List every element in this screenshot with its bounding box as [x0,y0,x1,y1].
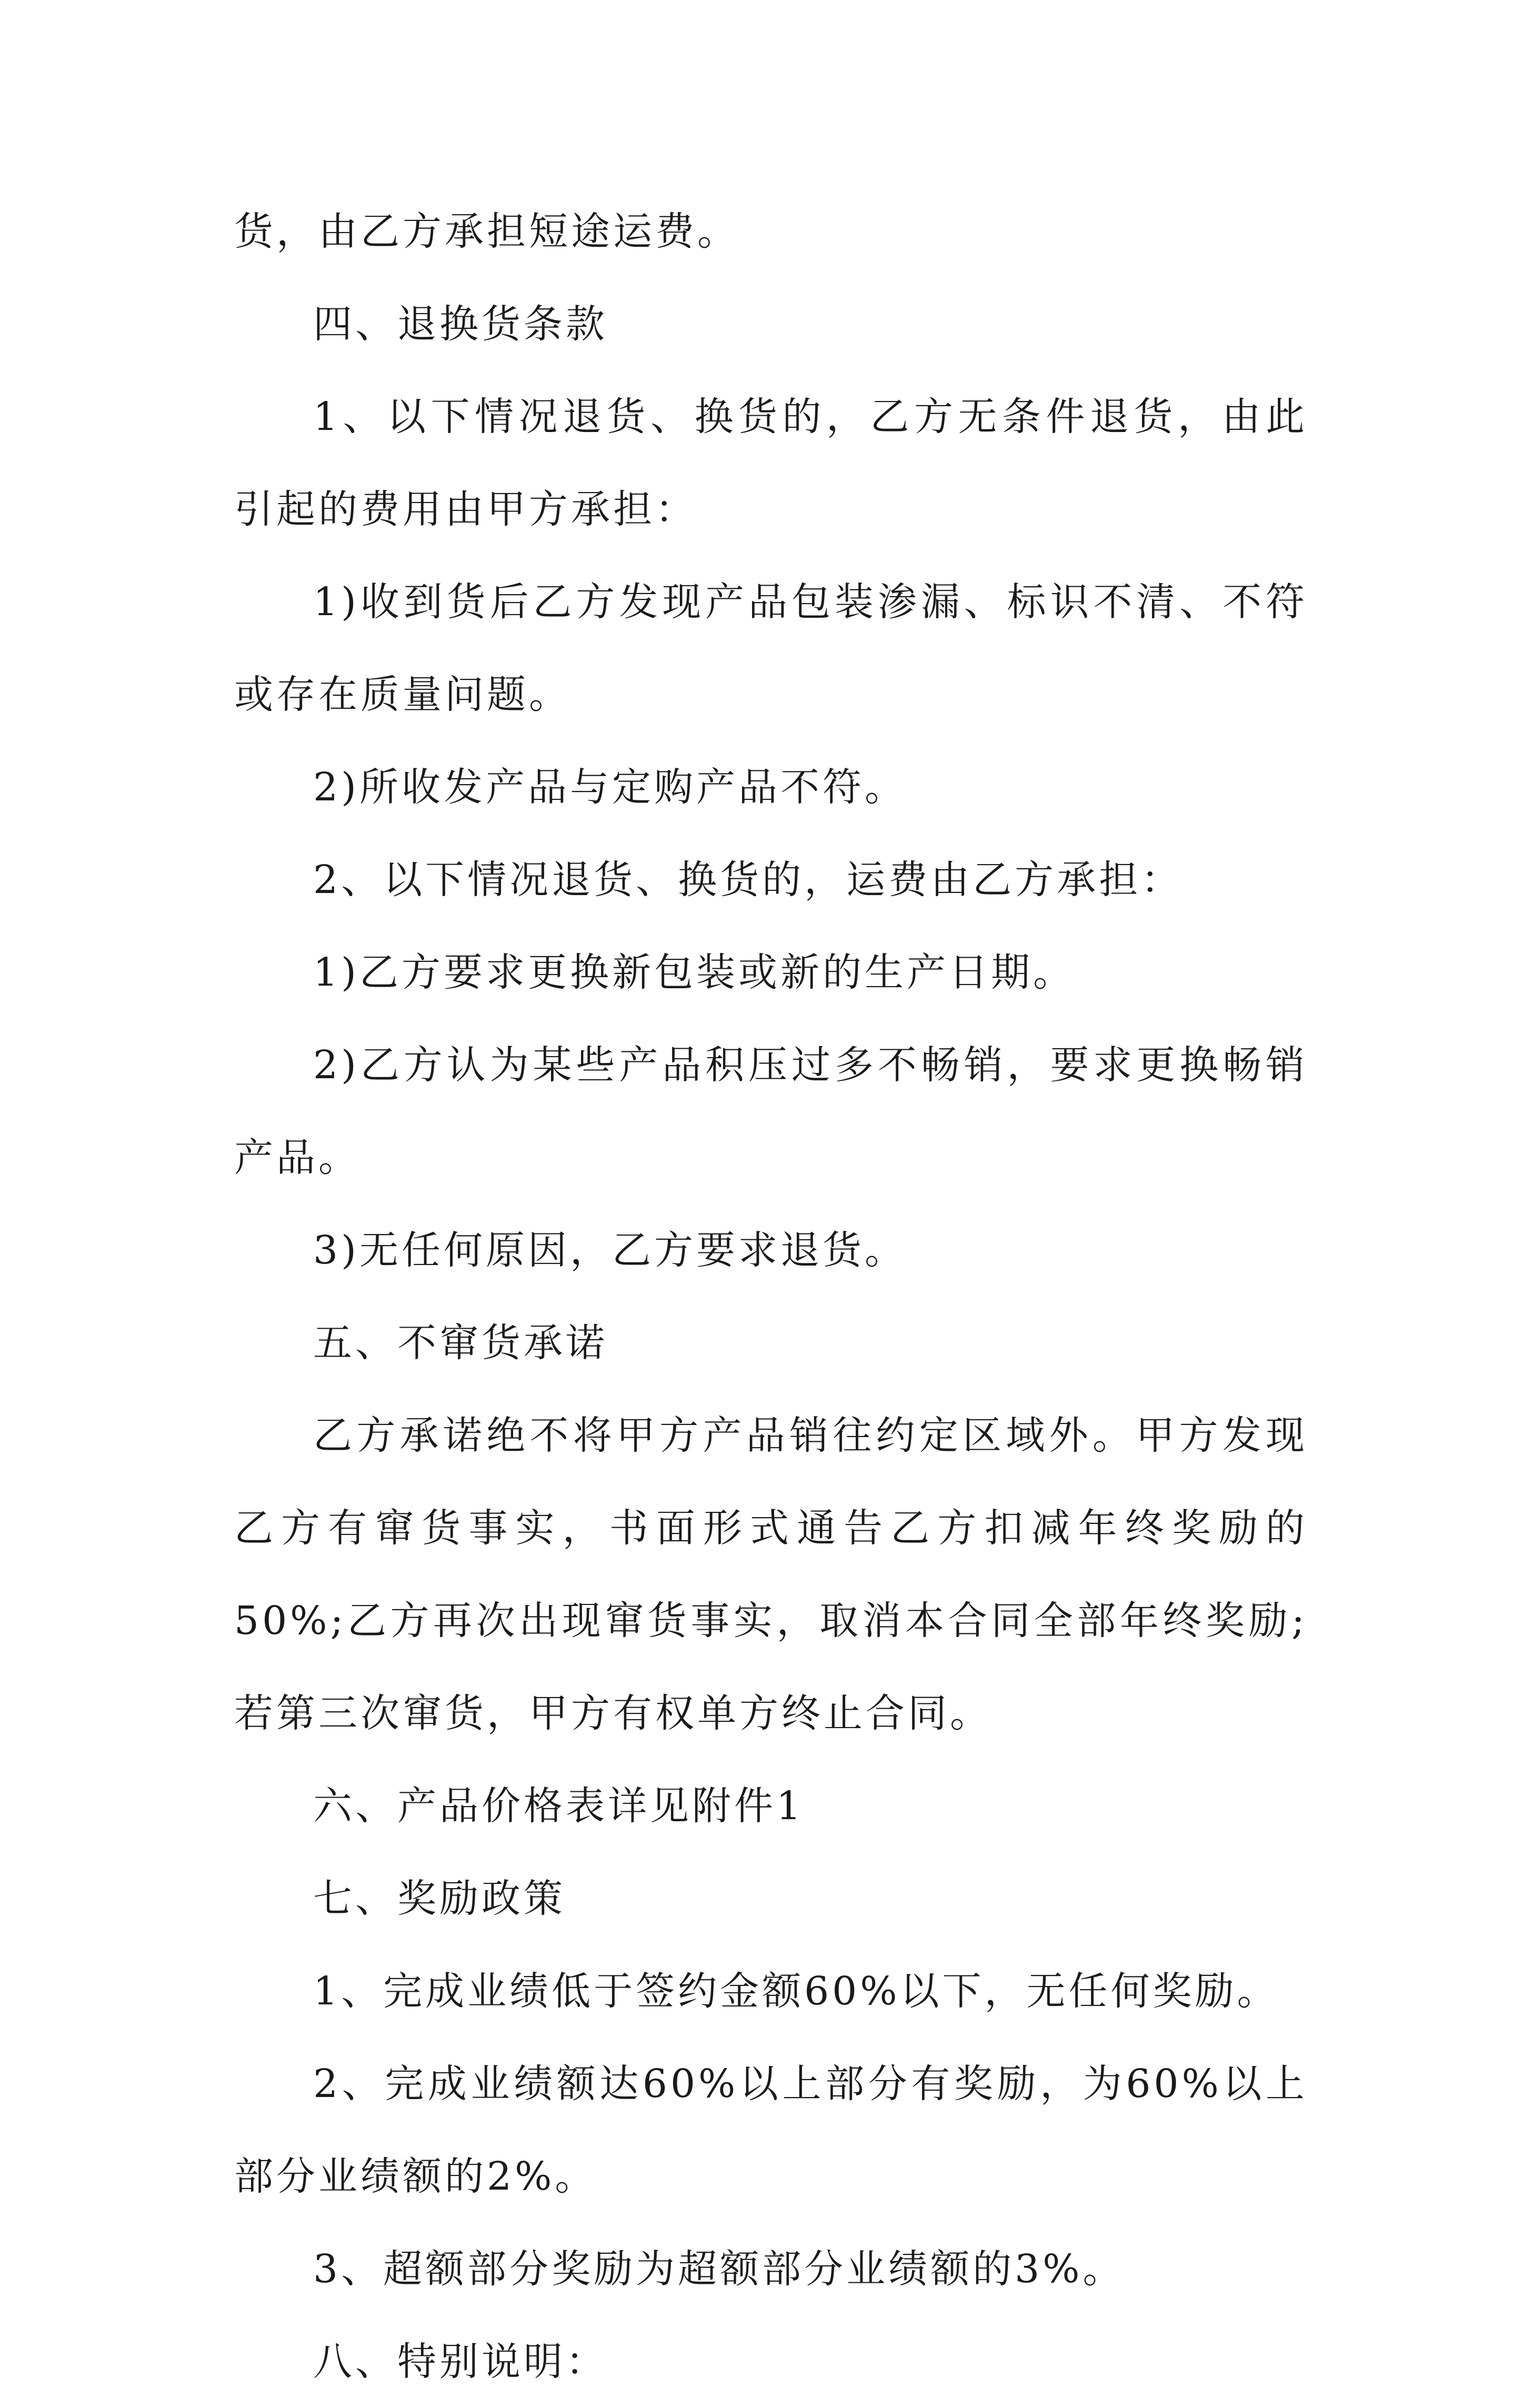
section-heading: 六、产品价格表详见附件1 [313,1783,805,1829]
section-heading: 八、特别说明： [313,2339,608,2384]
document-body [234,185,1308,2408]
paragraph: 货，由乙方承担短途运费。 [234,209,739,254]
paragraph: 乙方承诺绝不将甲方产品销往约定区域外。甲方发现乙方有窜货事实，书面形式通告乙方扣减年终奖励的50%;乙方再次出现窜货事实，取消本合同全部年终奖励;若第三次窜货，甲方有权单方终止合同。 [234,1413,1308,1736]
list-item: 3、超额部分奖励为超额部分业绩额的3%。 [313,2246,1125,2292]
list-item: 2)乙方认为某些产品积压过多不畅销，要求更换畅销产品。 [234,1042,1308,1180]
list-item: 2、完成业绩额达60%以上部分有奖励，为60%以上部分业绩额的2%。 [234,2061,1308,2199]
list-item: 1、完成业绩低于签约金额60%以下，无任何奖励。 [313,1969,1279,2014]
list-item: 1)乙方要求更换新包装或新的生产日期。 [313,950,1075,995]
paragraph: 2、以下情况退货、换货的，运费由乙方承担： [313,857,1184,902]
paragraph: 1、以下情况退货、换货的，乙方无条件退货，由此引起的费用由甲方承担： [234,394,1308,532]
list-item: 1)收到货后乙方发现产品包装渗漏、标识不清、不符或存在质量问题。 [234,579,1308,717]
list-item: 2)所收发产品与定购产品不符。 [313,765,907,810]
section-heading: 七、奖励政策 [313,1876,566,1921]
section-heading: 五、不窜货承诺 [313,1320,608,1366]
list-item: 3)无任何原因，乙方要求退货。 [313,1228,907,1273]
section-heading: 四、退换货条款 [313,302,608,347]
